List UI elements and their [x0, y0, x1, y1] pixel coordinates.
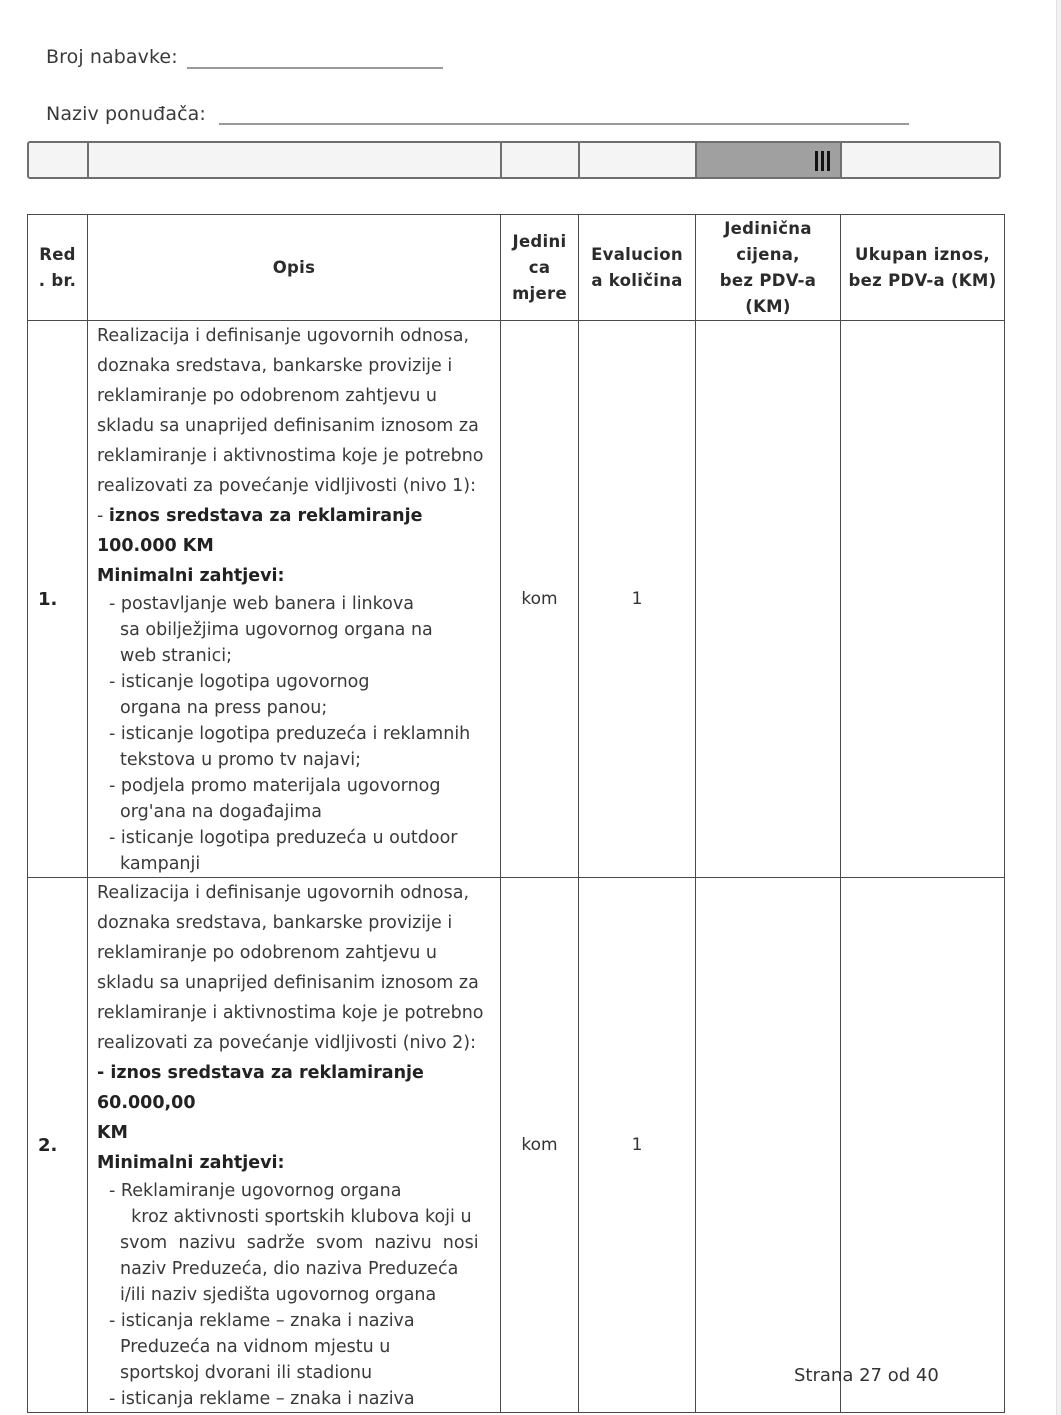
description-intro — [97, 878, 500, 1058]
row-unit-price-cell[interactable] — [696, 878, 841, 1413]
amount-line — [97, 501, 500, 561]
procurement-number-label: Broj nabavke: — [46, 46, 178, 68]
text-line: skladu sa unaprijed definisanim iznosom za — [97, 973, 479, 993]
text-line: reklamiranje po odobrenom zahtjevu u — [97, 386, 437, 406]
requirement-item — [109, 1386, 500, 1412]
procurement-number-field — [46, 46, 178, 68]
row-total-cell[interactable] — [841, 321, 1005, 878]
row-total-cell[interactable] — [841, 878, 1005, 1413]
header-text: bez PDV-a — [719, 270, 817, 290]
requirements-list — [97, 591, 500, 877]
row-quantity: 1 — [579, 878, 696, 1413]
requirement-text: - isticanje logotipa preduzeća i reklamnih — [109, 724, 471, 744]
header-text: Evalucion — [591, 244, 683, 264]
requirement-item — [109, 591, 500, 669]
table-header-row — [28, 215, 1005, 321]
requirement-text: organa na press panou; — [120, 698, 328, 718]
row-number: 1. — [28, 321, 88, 878]
header-total — [841, 215, 1005, 321]
requirement-text: - isticanja reklame – znaka i naziva — [109, 1389, 415, 1409]
text-line: realizovati za povećanje vidljivosti (nivo 2): — [97, 1033, 476, 1053]
text-line: realizovati za povećanje vidljivosti (nivo 1): — [97, 476, 476, 496]
strip-cell — [502, 143, 580, 177]
row-quantity: 1 — [579, 321, 696, 878]
requirement-text: web stranici; — [120, 646, 232, 666]
header-text: cijena, — [736, 244, 800, 264]
row-unit-price-cell[interactable] — [696, 321, 841, 878]
strip-cell — [842, 143, 999, 177]
header-row-number — [28, 215, 88, 321]
bidder-name-field — [46, 103, 206, 125]
requirement-item — [109, 773, 500, 825]
requirement-item — [109, 721, 500, 773]
bidder-name-label: Naziv ponuđača: — [46, 103, 206, 125]
text-line: doznaka sredstava, bankarske provizije i — [97, 356, 453, 376]
text-line: Realizacija i definisanje ugovornih odnosa, — [97, 883, 470, 903]
amount-text: iznos sredstava za reklamiranje 100.000 KM — [97, 506, 423, 556]
requirement-item — [109, 669, 500, 721]
row-description — [88, 878, 501, 1413]
header-text: a količina — [591, 270, 683, 290]
requirement-text: org'ana na događajima — [120, 802, 322, 822]
row-description — [88, 321, 501, 878]
header-text: mjere — [512, 283, 567, 303]
text-line: Realizacija i definisanje ugovornih odnosa, — [97, 326, 470, 346]
amount-prefix: - — [97, 506, 109, 526]
strip-cell — [29, 143, 89, 177]
header-text: . br. — [38, 270, 77, 290]
requirement-text: - postavljanje web banera i linkova — [109, 594, 414, 614]
offer-table — [27, 214, 1005, 1413]
requirements-list — [97, 1178, 500, 1412]
text-line: skladu sa unaprijed definisanim iznosom za — [97, 416, 479, 436]
text-line: reklamiranje i aktivnostima koje je potrebno — [97, 446, 484, 466]
amount-text-continued: KM — [97, 1123, 128, 1143]
requirement-text: naziv Preduzeća, dio naziva Preduzeća — [120, 1259, 459, 1279]
text-line: doznaka sredstava, bankarske provizije i — [97, 913, 453, 933]
header-text: Ukupan iznos, — [855, 244, 990, 264]
amount-text: - iznos sredstava za reklamiranje 60.000,00 — [97, 1063, 424, 1113]
requirement-text: kroz aktivnosti sportskih klubova koji u — [120, 1207, 472, 1227]
header-unit-price — [696, 215, 841, 321]
requirement-text: sportskoj dvorani ili stadionu — [120, 1363, 373, 1383]
text-line: reklamiranje po odobrenom zahtjevu u — [97, 943, 437, 963]
requirement-text: sa obilježjima ugovornog organa na — [120, 620, 433, 640]
header-text: Jedini — [512, 231, 567, 251]
header-text: bez PDV-a (KM) — [848, 270, 997, 290]
header-description: Opis — [88, 215, 501, 321]
requirements-title: Minimalni zahtjevi: — [97, 1153, 285, 1173]
strip-cell — [580, 143, 697, 177]
grip-icon — [815, 151, 830, 171]
requirement-text: - podjela promo materijala ugovornog — [109, 776, 441, 796]
row-number: 2. — [28, 878, 88, 1413]
requirement-text: tekstova u promo tv najavi; — [120, 750, 361, 770]
header-text: Red — [39, 244, 76, 264]
text-line: reklamiranje i aktivnostima koje je potrebno — [97, 1003, 484, 1023]
requirement-text: - isticanje logotipa ugovornog — [109, 672, 370, 692]
table-row — [28, 321, 1005, 878]
requirement-text: svom nazivu sadrže svom nazivu nosi — [120, 1233, 479, 1253]
header-text: ca — [528, 257, 551, 277]
header-unit — [501, 215, 579, 321]
requirements-title: Minimalni zahtjevi: — [97, 566, 285, 586]
header-quantity — [579, 215, 696, 321]
requirement-item — [109, 825, 500, 877]
requirement-item — [109, 1178, 500, 1308]
table-row — [28, 878, 1005, 1413]
collapsed-table-strip — [27, 141, 1001, 179]
page-edge — [1056, 0, 1061, 1415]
row-unit: kom — [501, 321, 579, 878]
procurement-number-input-line[interactable] — [187, 67, 443, 69]
description-intro — [97, 321, 500, 501]
page-number: Strana 27 od 40 — [794, 1365, 939, 1386]
header-text: Jedinična — [724, 218, 812, 238]
row-unit: kom — [501, 878, 579, 1413]
strip-cell — [89, 143, 502, 177]
header-text: (KM) — [745, 296, 791, 316]
requirement-item — [109, 1308, 500, 1386]
column-resize-handle[interactable] — [697, 143, 842, 177]
requirement-text: - isticanje logotipa preduzeća u outdoor — [109, 828, 458, 848]
requirement-text: - isticanja reklame – znaka i naziva — [109, 1311, 415, 1331]
requirement-text: i/ili naziv sjedišta ugovornog organa — [120, 1285, 437, 1305]
requirement-text: kampanji — [120, 854, 201, 874]
requirement-text: - Reklamiranje ugovornog organa — [109, 1181, 402, 1201]
bidder-name-input-line[interactable] — [219, 123, 909, 125]
requirement-text: Preduzeća na vidnom mjestu u — [120, 1337, 391, 1357]
